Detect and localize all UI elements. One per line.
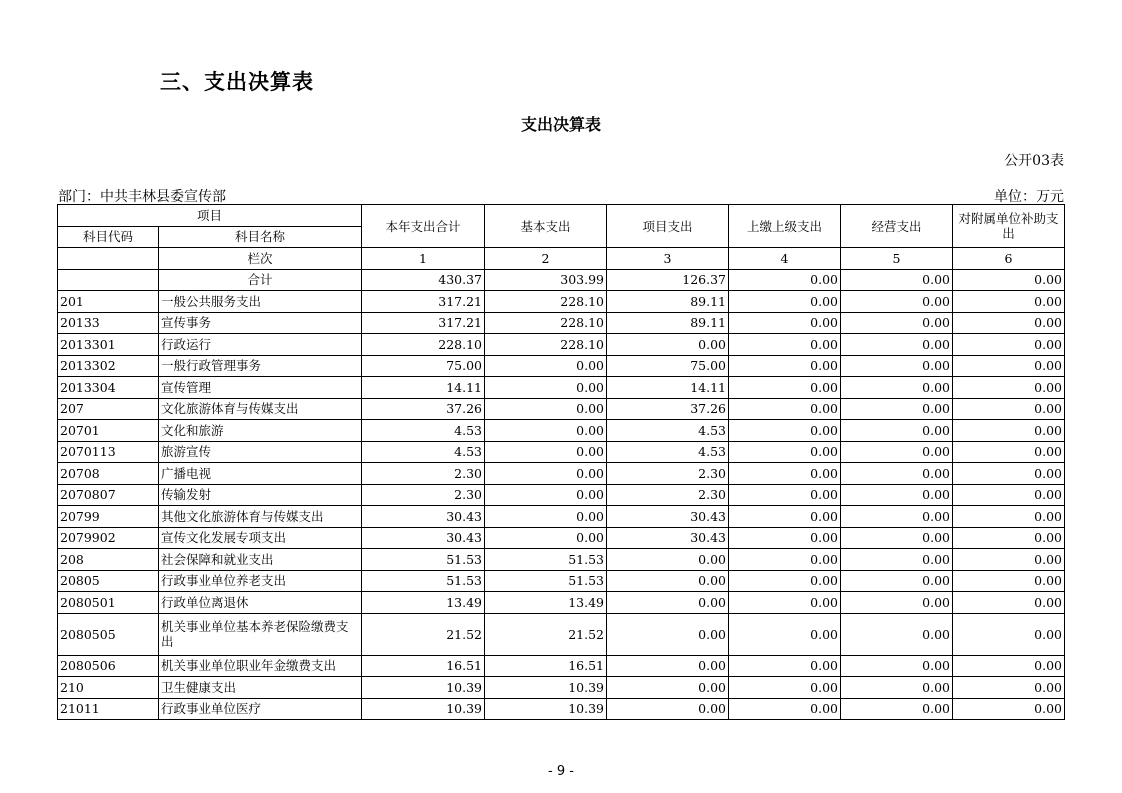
subject-name: 其他文化旅游体育与传媒支出	[159, 506, 362, 528]
header-item: 项目	[58, 205, 362, 227]
table-row	[58, 506, 1065, 528]
table-row	[58, 312, 1065, 334]
subject-name: 卫生健康支出	[159, 677, 362, 699]
header-code: 科目代码	[58, 226, 159, 248]
header-basic: 基本支出	[485, 205, 607, 248]
subject-name: 一般公共服务支出	[159, 291, 362, 313]
amount-cell: 51.53	[362, 570, 485, 592]
amount-cell: 0.00	[953, 506, 1065, 528]
amount-cell: 51.53	[362, 549, 485, 571]
amount-cell: 0.00	[841, 527, 953, 549]
amount-cell: 0.00	[607, 655, 729, 677]
subject-name: 行政单位离退休	[159, 592, 362, 614]
subject-code: 210	[58, 677, 159, 699]
amount-cell: 2.30	[607, 463, 729, 485]
header-subsidy: 对附属单位补助支出	[953, 205, 1065, 248]
section-title: 三、支出决算表	[160, 70, 314, 94]
amount-cell: 0.00	[729, 269, 841, 291]
amount-cell: 37.26	[607, 398, 729, 420]
table-row	[58, 527, 1065, 549]
amount-cell: 0.00	[953, 420, 1065, 442]
amount-cell: 0.00	[953, 355, 1065, 377]
table-row	[58, 398, 1065, 420]
amount-cell: 21.52	[485, 613, 607, 655]
amount-cell: 0.00	[841, 269, 953, 291]
amount-cell: 0.00	[485, 420, 607, 442]
table-row	[58, 334, 1065, 356]
subject-code: 207	[58, 398, 159, 420]
subject-name: 社会保障和就业支出	[159, 549, 362, 571]
amount-cell: 0.00	[841, 398, 953, 420]
amount-cell: 0.00	[485, 441, 607, 463]
amount-cell: 10.39	[485, 698, 607, 720]
amount-cell: 4.53	[607, 441, 729, 463]
amount-cell: 0.00	[953, 655, 1065, 677]
header-row-1	[58, 205, 1065, 227]
subject-code: 21011	[58, 698, 159, 720]
header-business: 经营支出	[841, 205, 953, 248]
amount-cell: 2.30	[362, 484, 485, 506]
amount-cell: 0.00	[953, 334, 1065, 356]
amount-cell: 0.00	[729, 355, 841, 377]
table-row	[58, 549, 1065, 571]
table-title: 支出决算表	[520, 115, 601, 134]
amount-cell: 0.00	[729, 655, 841, 677]
amount-cell: 0.00	[953, 269, 1065, 291]
amount-cell: 317.21	[362, 312, 485, 334]
subject-code: 2013302	[58, 355, 159, 377]
subject-name: 机关事业单位职业年金缴费支出	[159, 655, 362, 677]
amount-cell: 0.00	[485, 506, 607, 528]
amount-cell: 0.00	[841, 570, 953, 592]
subject-code: 2080501	[58, 592, 159, 614]
amount-cell: 228.10	[485, 291, 607, 313]
amount-cell: 2.30	[607, 484, 729, 506]
header-row-index: 栏次	[159, 248, 362, 270]
col-num: 5	[841, 248, 953, 270]
amount-cell: 0.00	[729, 463, 841, 485]
col-num: 6	[953, 248, 1065, 270]
amount-cell: 13.49	[485, 592, 607, 614]
amount-cell: 89.11	[607, 291, 729, 313]
amount-cell: 89.11	[607, 312, 729, 334]
unit-label: 单位：万元	[994, 189, 1064, 205]
amount-cell: 0.00	[953, 698, 1065, 720]
amount-cell: 10.39	[362, 677, 485, 699]
table-row	[58, 355, 1065, 377]
table-row	[58, 570, 1065, 592]
expenditure-table	[57, 204, 1065, 720]
amount-cell: 0.00	[841, 377, 953, 399]
amount-cell: 0.00	[953, 441, 1065, 463]
col-num: 4	[729, 248, 841, 270]
amount-cell: 2.30	[362, 463, 485, 485]
subject-name: 宣传文化发展专项支出	[159, 527, 362, 549]
table-row	[58, 592, 1065, 614]
amount-cell: 228.10	[362, 334, 485, 356]
amount-cell: 0.00	[953, 527, 1065, 549]
amount-cell: 0.00	[841, 420, 953, 442]
amount-cell: 14.11	[362, 377, 485, 399]
header-upper: 上缴上级支出	[729, 205, 841, 248]
table-row	[58, 441, 1065, 463]
amount-cell: 0.00	[841, 592, 953, 614]
amount-cell: 51.53	[485, 549, 607, 571]
amount-cell: 0.00	[607, 677, 729, 699]
amount-cell: 37.26	[362, 398, 485, 420]
amount-cell: 0.00	[729, 677, 841, 699]
amount-cell: 303.99	[485, 269, 607, 291]
subject-code: 2013301	[58, 334, 159, 356]
amount-cell: 228.10	[485, 312, 607, 334]
amount-cell: 0.00	[953, 312, 1065, 334]
amount-cell: 0.00	[953, 377, 1065, 399]
subject-code: 2070807	[58, 484, 159, 506]
amount-cell: 0.00	[953, 398, 1065, 420]
amount-cell: 228.10	[485, 334, 607, 356]
page-number: - 9 -	[548, 764, 574, 779]
amount-cell: 0.00	[953, 463, 1065, 485]
amount-cell: 0.00	[607, 549, 729, 571]
table-row	[58, 613, 1065, 655]
table-number: 公开03表	[1004, 153, 1064, 169]
amount-cell: 0.00	[953, 592, 1065, 614]
amount-cell: 317.21	[362, 291, 485, 313]
amount-cell: 0.00	[729, 506, 841, 528]
amount-cell: 30.43	[607, 527, 729, 549]
subject-code: 20133	[58, 312, 159, 334]
amount-cell: 0.00	[841, 655, 953, 677]
amount-cell: 0.00	[953, 570, 1065, 592]
amount-cell: 0.00	[841, 334, 953, 356]
amount-cell: 0.00	[729, 484, 841, 506]
amount-cell: 0.00	[841, 484, 953, 506]
amount-cell: 13.49	[362, 592, 485, 614]
amount-cell: 0.00	[841, 613, 953, 655]
amount-cell: 0.00	[607, 592, 729, 614]
subject-code: 208	[58, 549, 159, 571]
subject-name: 传输发射	[159, 484, 362, 506]
amount-cell: 51.53	[485, 570, 607, 592]
subject-name: 广播电视	[159, 463, 362, 485]
subject-code: 2013304	[58, 377, 159, 399]
amount-cell: 0.00	[841, 506, 953, 528]
department-label: 部门：中共丰林县委宣传部	[58, 189, 226, 205]
subject-code: 2079902	[58, 527, 159, 549]
amount-cell: 0.00	[729, 312, 841, 334]
amount-cell: 0.00	[729, 377, 841, 399]
subject-code: 20708	[58, 463, 159, 485]
amount-cell: 0.00	[607, 698, 729, 720]
amount-cell: 0.00	[729, 698, 841, 720]
col-num: 1	[362, 248, 485, 270]
amount-cell: 0.00	[841, 441, 953, 463]
amount-cell: 16.51	[362, 655, 485, 677]
subject-name: 行政事业单位医疗	[159, 698, 362, 720]
subject-name: 文化和旅游	[159, 420, 362, 442]
amount-cell: 10.39	[362, 698, 485, 720]
amount-cell: 0.00	[841, 549, 953, 571]
header-row-3	[58, 248, 1065, 270]
amount-cell: 0.00	[841, 312, 953, 334]
amount-cell: 10.39	[485, 677, 607, 699]
subject-name: 宣传事务	[159, 312, 362, 334]
subject-code	[58, 269, 159, 291]
amount-cell: 14.11	[607, 377, 729, 399]
table-body	[58, 205, 1065, 720]
amount-cell: 0.00	[485, 484, 607, 506]
table-row	[58, 698, 1065, 720]
amount-cell: 0.00	[953, 291, 1065, 313]
amount-cell: 0.00	[607, 334, 729, 356]
subject-code: 2070113	[58, 441, 159, 463]
header-project: 项目支出	[607, 205, 729, 248]
amount-cell: 30.43	[362, 527, 485, 549]
table-row	[58, 677, 1065, 699]
subject-name: 合计	[159, 269, 362, 291]
amount-cell: 0.00	[841, 291, 953, 313]
subject-code: 2080506	[58, 655, 159, 677]
subject-name: 一般行政管理事务	[159, 355, 362, 377]
amount-cell: 0.00	[841, 463, 953, 485]
amount-cell: 0.00	[729, 549, 841, 571]
amount-cell: 0.00	[607, 570, 729, 592]
amount-cell: 4.53	[607, 420, 729, 442]
header-blank	[58, 248, 159, 270]
amount-cell: 0.00	[485, 377, 607, 399]
amount-cell: 16.51	[485, 655, 607, 677]
col-num: 2	[485, 248, 607, 270]
amount-cell: 0.00	[607, 613, 729, 655]
subject-name: 机关事业单位基本养老保险缴费支出	[159, 613, 362, 655]
subject-code: 20799	[58, 506, 159, 528]
header-total: 本年支出合计	[362, 205, 485, 248]
table-row	[58, 655, 1065, 677]
amount-cell: 0.00	[485, 355, 607, 377]
amount-cell: 126.37	[607, 269, 729, 291]
subject-name: 文化旅游体育与传媒支出	[159, 398, 362, 420]
table-row	[58, 420, 1065, 442]
amount-cell: 0.00	[729, 613, 841, 655]
table-row	[58, 463, 1065, 485]
amount-cell: 0.00	[953, 677, 1065, 699]
subject-name: 宣传管理	[159, 377, 362, 399]
amount-cell: 4.53	[362, 420, 485, 442]
amount-cell: 0.00	[953, 613, 1065, 655]
subject-name: 旅游宣传	[159, 441, 362, 463]
amount-cell: 30.43	[607, 506, 729, 528]
amount-cell: 0.00	[729, 592, 841, 614]
amount-cell: 21.52	[362, 613, 485, 655]
amount-cell: 0.00	[729, 291, 841, 313]
amount-cell: 0.00	[485, 463, 607, 485]
subject-code: 20805	[58, 570, 159, 592]
amount-cell: 430.37	[362, 269, 485, 291]
subject-code: 201	[58, 291, 159, 313]
amount-cell: 0.00	[729, 420, 841, 442]
col-num: 3	[607, 248, 729, 270]
amount-cell: 0.00	[841, 698, 953, 720]
amount-cell: 0.00	[953, 484, 1065, 506]
amount-cell: 30.43	[362, 506, 485, 528]
amount-cell: 0.00	[729, 570, 841, 592]
amount-cell: 0.00	[841, 677, 953, 699]
table-row	[58, 291, 1065, 313]
amount-cell: 0.00	[729, 441, 841, 463]
table-row	[58, 269, 1065, 291]
amount-cell: 0.00	[729, 527, 841, 549]
table-row	[58, 484, 1065, 506]
amount-cell: 0.00	[729, 334, 841, 356]
table-row	[58, 377, 1065, 399]
amount-cell: 75.00	[607, 355, 729, 377]
amount-cell: 0.00	[841, 355, 953, 377]
subject-code: 20701	[58, 420, 159, 442]
subject-name: 行政运行	[159, 334, 362, 356]
amount-cell: 0.00	[953, 549, 1065, 571]
subject-code: 2080505	[58, 613, 159, 655]
amount-cell: 0.00	[729, 398, 841, 420]
header-name: 科目名称	[159, 226, 362, 248]
amount-cell: 4.53	[362, 441, 485, 463]
subject-name: 行政事业单位养老支出	[159, 570, 362, 592]
amount-cell: 75.00	[362, 355, 485, 377]
amount-cell: 0.00	[485, 527, 607, 549]
amount-cell: 0.00	[485, 398, 607, 420]
